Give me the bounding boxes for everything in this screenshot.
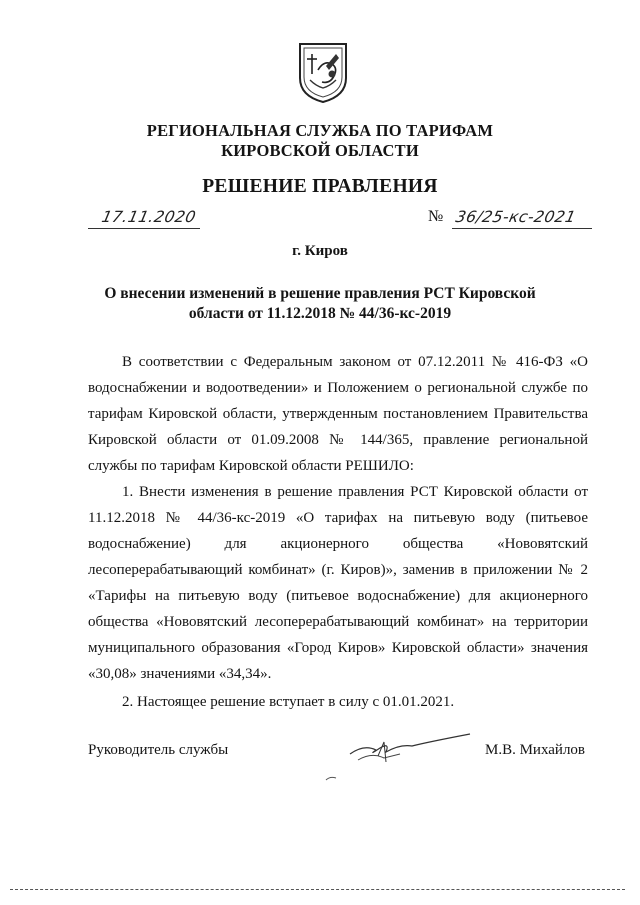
org-name-line2: КИРОВСКОЙ ОБЛАСТИ (221, 141, 419, 160)
signatory-position: Руководитель службы (88, 742, 229, 758)
body-line: тарифам Кировской области, утвержденным постановлением Правительства (88, 406, 588, 422)
body-line: общества «Нововятский лесоперерабатывающий комбинат» на территории (88, 614, 588, 630)
body-line: «30,08» значениями «34,34». (88, 666, 272, 682)
body-line: «Тарифы на питьевую воду (питьевое водоснабжение) для акционерного (88, 588, 588, 604)
body-line: 1. Внести изменения в решение правления РСТ Кировской области от (122, 484, 588, 500)
date-handwritten: 17.11.2020 (100, 208, 198, 226)
body-line: водоснабжении и водоотведении» и Положением о региональной службе по (88, 380, 588, 396)
body-line: 2. Настоящее решение вступает в силу с 01.01.2021. (122, 694, 455, 710)
number-sign: № (428, 208, 444, 225)
document-title: РЕШЕНИЕ ПРАВЛЕНИЯ (202, 176, 438, 197)
org-name-line1: РЕГИОНАЛЬНАЯ СЛУЖБА ПО ТАРИФАМ (146, 121, 494, 140)
footer-divider (10, 889, 625, 890)
body-line: лесоперерабатывающий комбинат» (г. Киров)», заменив в приложении № 2 (88, 562, 588, 578)
city-label: г. Киров (292, 243, 348, 259)
body-line: Кировской области от 01.09.2008 № 144/365, правление региональной (88, 432, 588, 448)
signatory-name: М.В. Михайлов (485, 742, 586, 758)
coat-of-arms-emblem (296, 40, 350, 104)
number-handwritten: 36/25-кс-2021 (454, 208, 578, 226)
body-line: В соответствии с Федеральным законом от 07.12.2011 № 416-ФЗ «О (122, 354, 588, 370)
body-line: службы по тарифам Кировской области РЕШИЛО: (88, 458, 414, 474)
body-line: 11.12.2018 № 44/36-кс-2019 «О тарифах на питьевую воду (питьевое (88, 510, 588, 526)
number-field (452, 206, 592, 229)
handwritten-signature (320, 730, 480, 790)
body-line: муниципального образования «Город Киров» Кировской области» значения (88, 640, 588, 656)
date-field (88, 206, 200, 229)
body-line: водоснабжение) для акционерного общества «Нововятский (88, 536, 588, 552)
subject-line2: области от 11.12.2018 № 44/36-кс-2019 (188, 305, 452, 322)
subject-line1: О внесении изменений в решение правления РСТ Кировской (104, 285, 536, 302)
